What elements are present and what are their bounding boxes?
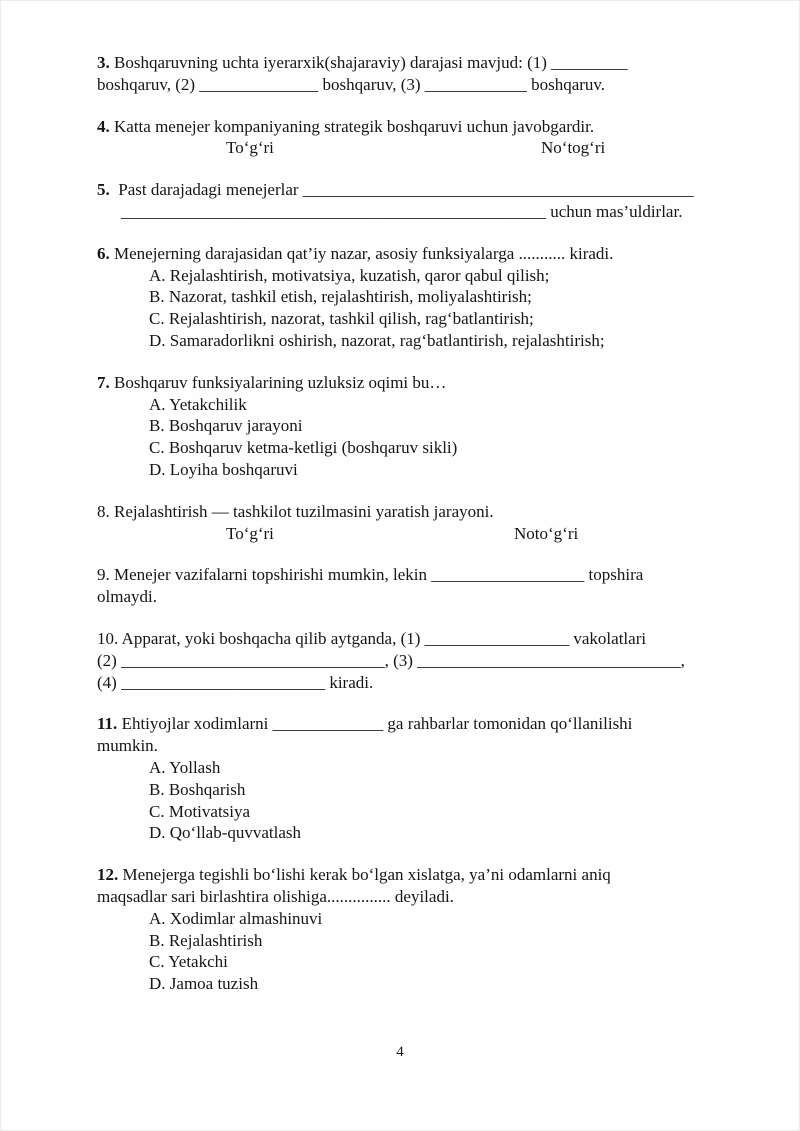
- question-12-line-1: [97, 864, 711, 886]
- question-4-truefalse-row: [97, 137, 711, 159]
- page-number: 4: [396, 1044, 404, 1060]
- question-12-option-a: A. Xodimlar almashinuvi: [149, 908, 323, 928]
- question-6-text: Menejerning darajasidan qat’iy nazar, asosiy funksiyalarga ........... kiradi.: [109, 243, 614, 263]
- question-8-number: 8.: [97, 501, 110, 521]
- question-6-number: 6.: [97, 243, 110, 263]
- question-5: [97, 179, 711, 223]
- question-4-false-label: No‘tog‘ri: [541, 138, 606, 158]
- question-5-number: 5.: [97, 180, 110, 200]
- question-11-option-c: C. Motivatsiya: [149, 801, 251, 821]
- question-10-line-1: [97, 628, 711, 650]
- question-7-option-d: D. Loyiha boshqaruvi: [149, 459, 298, 479]
- question-7-option-c: C. Boshqaruv ketma-ketligi (boshqaruv sikli): [149, 438, 458, 458]
- question-8: [97, 501, 711, 545]
- question-3-number: 3.: [97, 53, 110, 72]
- question-7-line-1: [97, 372, 711, 394]
- question-4-line-1: [97, 116, 711, 138]
- question-5-line-2: __________________________________________________ uchun mas’uldirlar.: [121, 201, 683, 221]
- question-12-option-d: D. Jamoa tuzish: [149, 974, 259, 994]
- question-12-number: 12.: [97, 865, 119, 885]
- question-7-text: Boshqaruv funksiyalarining uzluksiz oqimi bu…: [109, 372, 447, 392]
- question-4-text: Katta menejer kompaniyaning strategik boshqaruvi uchun javobgardir.: [109, 116, 595, 136]
- question-11-option-b: B. Boshqarish: [149, 779, 246, 799]
- question-12: [97, 864, 711, 995]
- question-7-number: 7.: [97, 372, 110, 392]
- question-10-text: Apparat, yoki boshqacha qilib aytganda, (1) _________________ vakolatlari: [118, 628, 647, 648]
- question-8-line-1: [97, 501, 711, 523]
- question-10-line-2: (2) _______________________________, (3) _______________________________,: [97, 650, 685, 670]
- question-11-text: Ehtiyojlar xodimlarni _____________ ga rahbarlar tomonidan qo‘llanilishi: [117, 714, 633, 734]
- question-7-option-b: B. Boshqaruv jarayoni: [149, 416, 303, 436]
- question-8-true-label: To‘g‘ri: [226, 523, 274, 543]
- question-12-text: Menejerga tegishli bo‘lishi kerak bo‘lgan xislatga, ya’ni odamlarni aniq: [118, 865, 611, 885]
- question-10-number: 10.: [97, 628, 119, 648]
- question-3-line-2: boshqaruv, (2) ______________ boshqaruv, (3) ____________ boshqaruv.: [97, 74, 606, 94]
- question-11-number: 11.: [97, 714, 118, 734]
- question-3: [97, 52, 711, 96]
- question-11-option-d: D. Qo‘llab-quvvatlash: [149, 823, 302, 843]
- question-9-line-2: olmaydi.: [97, 587, 157, 607]
- question-3-text: Boshqaruvning uchta iyerarxik(shajaraviy) darajasi mavjud: (1) _________: [109, 53, 628, 72]
- question-6-line-1: [97, 243, 711, 265]
- question-7: [97, 372, 711, 481]
- question-6-option-a: A. Rejalashtirish, motivatsiya, kuzatish, qaror qabul qilish;: [149, 265, 550, 285]
- question-8-truefalse-row: [97, 523, 711, 545]
- question-4-true-label: To‘g‘ri: [226, 138, 274, 158]
- question-8-false-label: Noto‘g‘ri: [514, 523, 579, 543]
- question-5-line-1: [97, 179, 711, 201]
- question-11-line-2: mumkin.: [97, 736, 158, 756]
- question-6-option-d: D. Samaradorlikni oshirish, nazorat, rag‘batlantirish, rejalashtirish;: [149, 330, 605, 350]
- question-6-option-c: C. Rejalashtirish, nazorat, tashkil qilish, rag‘batlantirish;: [149, 309, 534, 329]
- question-12-option-c: C. Yetakchi: [149, 952, 228, 972]
- question-11: [97, 713, 711, 844]
- question-9: [97, 564, 711, 608]
- question-12-line-2: maqsadlar sari birlashtira olishiga............... deyiladi.: [97, 886, 454, 906]
- question-9-text: Menejer vazifalarni topshirishi mumkin, lekin __________________ topshira: [109, 565, 644, 585]
- question-11-option-a: A. Yollash: [149, 757, 221, 777]
- question-10: [97, 628, 711, 693]
- question-4: [97, 116, 711, 160]
- question-12-option-b: B. Rejalashtirish: [149, 930, 263, 950]
- question-6-option-b: B. Nazorat, tashkil etish, rejalashtirish, moliyalashtirish;: [149, 287, 532, 307]
- question-8-text: Rejalashtirish — tashkilot tuzilmasini yaratish jarayoni.: [109, 501, 494, 521]
- question-9-line-1: [97, 564, 711, 586]
- question-4-number: 4.: [97, 116, 110, 136]
- question-5-text: Past darajadagi menejerlar ______________________________________________: [109, 180, 694, 200]
- question-3-line-1: [97, 52, 711, 74]
- question-6: [97, 243, 711, 352]
- question-11-line-1: [97, 713, 711, 735]
- question-9-number: 9.: [97, 565, 110, 585]
- question-10-line-3: (4) ________________________ kiradi.: [97, 672, 374, 692]
- question-7-option-a: A. Yetakchilik: [149, 394, 247, 414]
